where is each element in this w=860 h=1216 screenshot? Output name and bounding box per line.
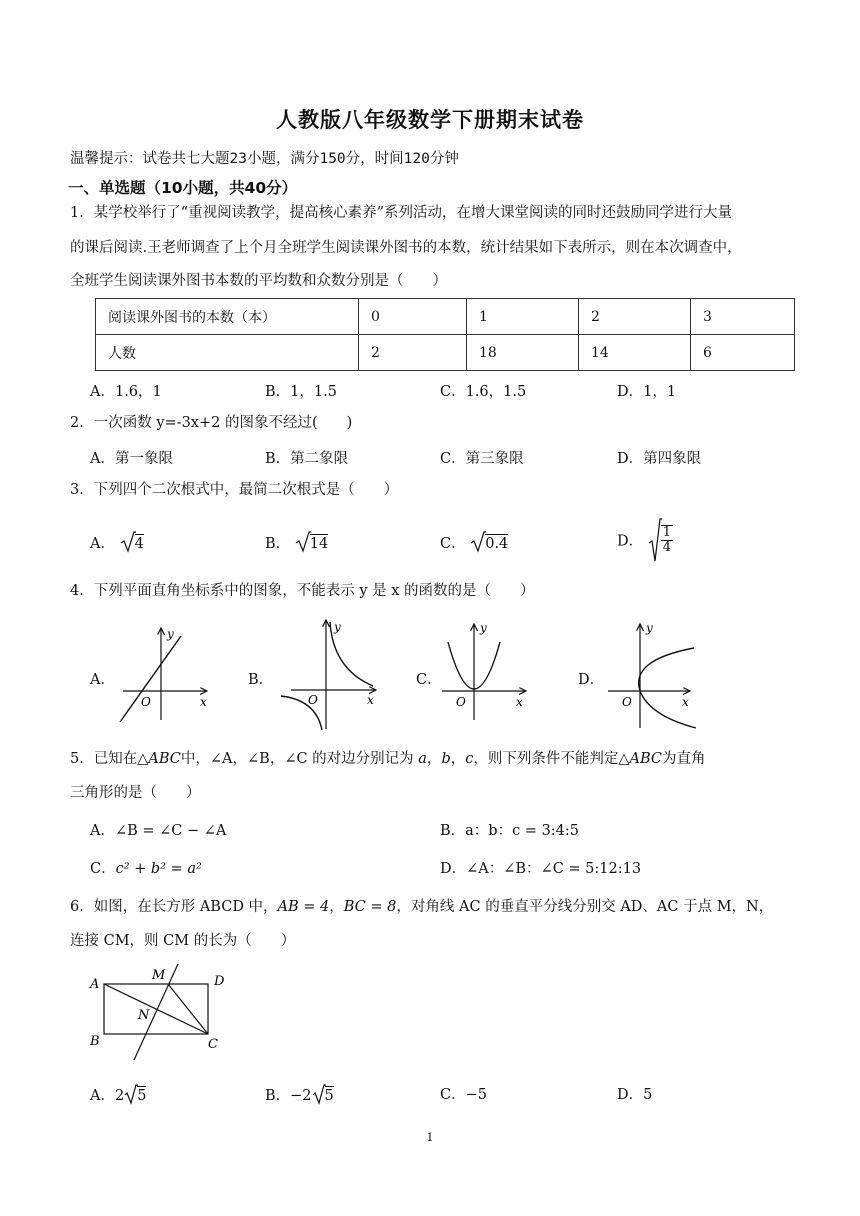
q3-text: 3．下列四个二次根式中，最简二次根式是（ ）	[70, 482, 399, 498]
bc-length: BC = 8	[343, 899, 397, 915]
option-label: C．	[440, 536, 466, 552]
origin-label: O	[456, 695, 466, 709]
q4-graph-b	[276, 614, 386, 732]
point-c-label: C	[208, 1037, 218, 1052]
x-axis-label: x	[200, 695, 207, 709]
q6-option-d	[617, 1083, 652, 1104]
table-cell: 3	[691, 299, 795, 335]
sqrt-icon	[120, 530, 136, 554]
q2-option-d: D．第四象限	[617, 451, 702, 467]
q4-graph-d	[600, 618, 700, 730]
q1-option-c: C．1.6，1.5	[440, 384, 527, 400]
point-d-label: D	[214, 974, 225, 989]
q6-text-1: 6．如图，在长方形 ABCD 中，	[70, 899, 278, 915]
q6-option-a	[90, 1083, 146, 1105]
sqrt-icon	[312, 1083, 326, 1105]
q6-line1: 6．如图，在长方形 ABCD 中，AB = 4，BC = 8，对角线 AC 的垂直平分线分别交 AD、AC 于点 M，N，	[70, 899, 774, 915]
table-cell: 18	[467, 335, 579, 371]
q1-option-a: A．1.6，1	[90, 384, 162, 400]
q5-text-3: ，则下列条件不能判定	[473, 751, 619, 767]
q1-table	[95, 298, 795, 371]
point-b-label: B	[90, 1034, 100, 1049]
side-c: c	[465, 751, 474, 767]
page-title: 人教版八年级数学下册期末试卷	[276, 107, 584, 132]
page-number: 1	[426, 1131, 434, 1144]
radicand: 5	[324, 1088, 334, 1104]
origin-label: O	[141, 695, 151, 709]
q3-option-b	[265, 530, 328, 554]
table-row	[96, 299, 795, 335]
section-heading: 一、单选题（10小题，共40分）	[68, 179, 298, 197]
diagonal-ac	[104, 984, 208, 1034]
q4-label-b: B．	[248, 672, 274, 688]
q6-text-2: ，对角线 AC 的垂直平分线分别交 AD、AC 于点 M，N，	[396, 899, 774, 915]
exam-hint: 温馨提示：试卷共七大题23小题，满分150分，时间120分钟	[70, 151, 459, 167]
side-b: b	[441, 751, 451, 767]
option-value: −5	[465, 1087, 487, 1103]
side-a: a	[418, 751, 427, 767]
x-axis-label: x	[682, 695, 689, 709]
table-row	[96, 335, 795, 371]
function-line	[120, 636, 181, 722]
q3-option-d	[617, 517, 673, 563]
coefficient: 2	[114, 1088, 125, 1104]
y-axis-label: y	[167, 627, 174, 641]
sqrt-icon	[295, 530, 311, 554]
q6-rectangle-diagram	[86, 960, 236, 1066]
table-cell: 人数	[96, 335, 359, 371]
option-label: C．	[440, 1087, 466, 1103]
option-label: B．	[265, 1088, 291, 1104]
q5-line2: 三角形的是（ ）	[70, 785, 201, 801]
point-m-label: M	[152, 968, 166, 983]
q4-text: 4．下列平面直角坐标系中的图象，不能表示 y 是 x 的函数的是（ ）	[70, 583, 535, 599]
radicand: 4	[134, 536, 144, 552]
q4-label-a: A．	[90, 672, 115, 688]
table-cell: 2	[579, 299, 691, 335]
q3-option-c	[440, 530, 508, 554]
q5-option-a: A．∠B = ∠C − ∠A	[90, 823, 227, 839]
q2-text: 2．一次函数 y=-3x+2 的图象不经过( )	[70, 415, 353, 431]
q1-line2: 的课后阅读.王老师调查了上个月全班学生阅读课外图书的本数，统计结果如下表所示，则在本次调查中，	[70, 240, 742, 256]
q6-option-b	[265, 1083, 334, 1105]
option-label: D．	[617, 533, 644, 550]
sqrt-icon	[648, 517, 662, 563]
q5-option-b: B．a：b：c = 3:4:5	[440, 823, 580, 839]
q5-text-1: 5．已知在	[70, 751, 138, 767]
q4-graph-c	[436, 618, 536, 722]
option-value: 5	[643, 1087, 653, 1103]
q4-label-c: C．	[416, 672, 442, 688]
q2-option-c: C．第三象限	[440, 451, 524, 467]
q6-option-c	[440, 1083, 487, 1104]
q1-line1: 1．某学校举行了“重视阅读教学，提高核心素养”系列活动，在增大课堂阅读的同时还鼓励同学进行大量	[70, 205, 733, 221]
q6-line2: 连接 CM，则 CM 的长为（ ）	[70, 933, 296, 949]
equation: c² + b² = a²	[115, 861, 202, 877]
ab-length: AB = 4	[277, 899, 330, 915]
fraction-denominator: 4	[662, 540, 672, 555]
triangle-abc: △ABC	[618, 751, 663, 767]
triangle-abc: △ABC	[137, 751, 181, 767]
radicand: 0.4	[485, 536, 509, 552]
radicand: 5	[137, 1088, 147, 1104]
point-a-label: A	[90, 977, 100, 992]
q1-option-b: B．1，1.5	[265, 384, 337, 400]
option-label: A．	[90, 1088, 115, 1104]
q2-option-b: B．第二象限	[265, 451, 349, 467]
q4-label-d: D．	[578, 672, 605, 688]
option-label: D．	[617, 1087, 644, 1103]
table-cell: 阅读课外图书的本数（本）	[96, 299, 359, 335]
radicand: 14	[309, 536, 329, 552]
sideways-parabola	[639, 648, 696, 728]
q4-graph-a	[115, 622, 215, 722]
q1-line3: 全班学生阅读课外图书本数的平均数和众数分别是（ ）	[70, 273, 447, 289]
q5-option-c	[90, 857, 202, 878]
sqrt-icon	[470, 530, 486, 554]
x-axis-label: x	[367, 693, 374, 707]
q1-option-d: D．1，1	[617, 384, 677, 400]
table-cell: 2	[359, 335, 467, 371]
option-label: A．	[90, 536, 115, 552]
table-cell: 1	[467, 299, 579, 335]
q5-option-d: D．∠A：∠B：∠C = 5:12:13	[440, 861, 642, 877]
origin-label: O	[308, 693, 318, 707]
table-cell: 0	[359, 299, 467, 335]
table-cell: 14	[579, 335, 691, 371]
y-axis-label: y	[334, 620, 341, 634]
segment-cm	[168, 984, 208, 1034]
q5-text-2: 中，∠A，∠B，∠C 的对边分别记为	[180, 751, 414, 767]
q2-option-a: A．第一象限	[90, 451, 173, 467]
option-label: B．	[265, 536, 291, 552]
y-axis-label: y	[646, 621, 653, 635]
q5-text-4: 为直角	[662, 751, 706, 767]
fraction-numerator: 1	[662, 525, 672, 540]
point-n-label: N	[138, 1008, 150, 1023]
origin-label: O	[622, 695, 632, 709]
table-cell: 6	[691, 335, 795, 371]
y-axis-label: y	[480, 621, 487, 635]
coefficient: −2	[290, 1088, 312, 1104]
option-label: C．	[90, 861, 116, 877]
x-axis-label: x	[516, 695, 523, 709]
fraction	[661, 525, 673, 555]
q3-option-a	[90, 530, 144, 554]
q5-line1: 5．已知在△ABC中，∠A，∠B，∠C 的对边分别记为 a，b，c，则下列条件不能判定△ABC为直角	[70, 751, 706, 767]
